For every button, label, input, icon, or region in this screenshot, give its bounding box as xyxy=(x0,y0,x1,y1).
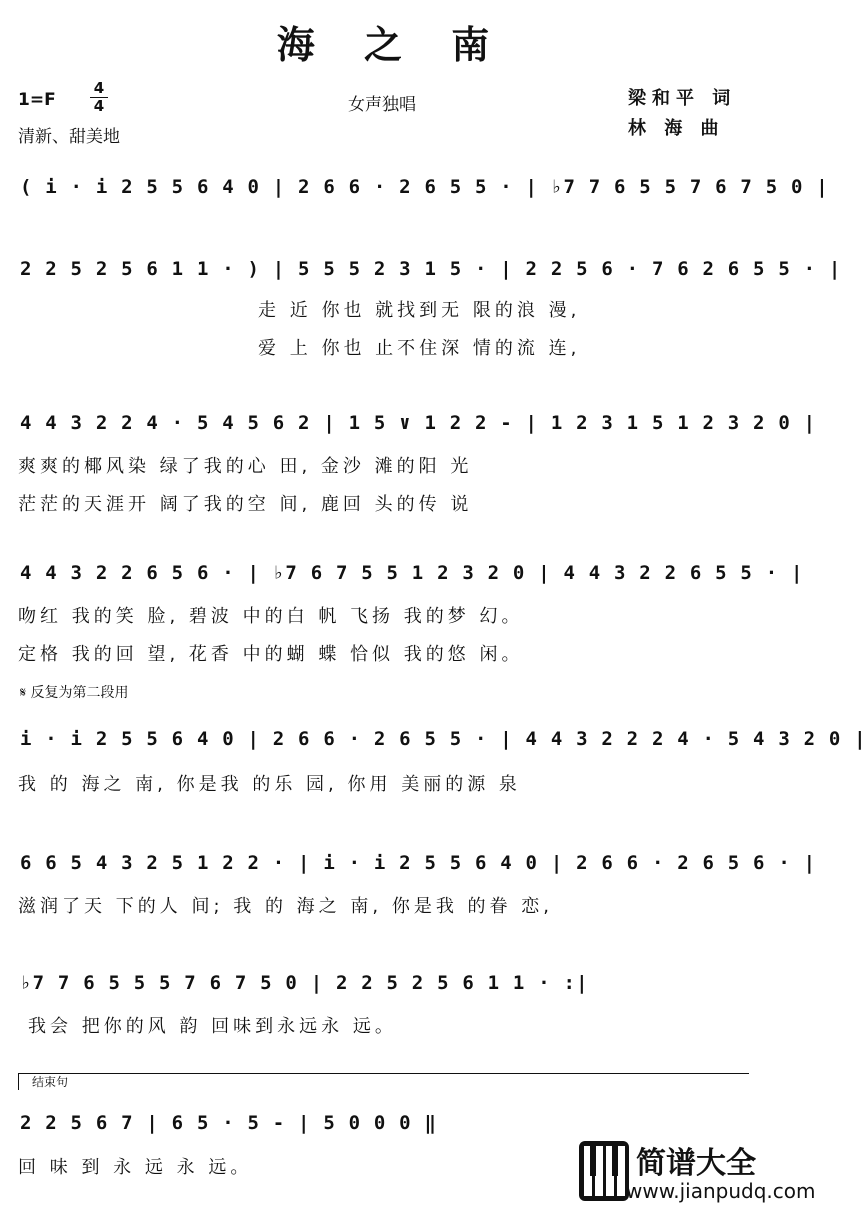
time-signature xyxy=(90,80,108,115)
lyric-row-4-verse-1: 吻红 我的笑 脸, 碧波 中的白 帆 飞扬 我的梦 幻。 xyxy=(18,606,524,627)
lyric-row-8: 回 味 到 永 远 永 远。 xyxy=(18,1157,253,1178)
watermark-name: 简谱大全 xyxy=(636,1146,756,1181)
watermark-url: www.jianpudq.com xyxy=(626,1179,816,1203)
segno-instruction: 𝄋 反复为第二段用 xyxy=(20,685,129,701)
meter-bottom: 4 xyxy=(93,97,105,115)
tempo-marking: 清新、甜美地 xyxy=(18,127,120,147)
ending-label: 结束句 xyxy=(32,1075,69,1089)
lyric-row-5: 我 的 海之 南, 你是我 的乐 园, 你用 美丽的源 泉 xyxy=(18,774,521,795)
notation-row-4: 4 4 3 2 2 6 5 6 · | ♭7 6 7 5 5 1 2 3 2 0 | 4 4 3 2 2 6 5 5 · | xyxy=(20,562,804,584)
notation-row-5: i · i 2 5 5 6 4 0 | 2 6 6 · 2 6 5 5 · | 4 4 3 2 2 2 4 · 5 4 3 2 0 | xyxy=(20,728,867,750)
notation-row-1: ( i · i 2 5 5 6 4 0 | 2 6 6 · 2 6 5 5 · | ♭7 7 6 5 5 7 6 7 5 0 | xyxy=(20,176,829,198)
lyric-row-6: 滋润了天 下的人 间; 我 的 海之 南, 你是我 的眷 恋, xyxy=(18,896,554,917)
notation-row-2: 2 2 5 2 5 6 1 1 · ) | 5 5 5 2 3 1 5 · | 2 2 5 6 · 7 6 2 6 5 5 · | xyxy=(20,258,842,280)
lyric-row-3-verse-1: 爽爽的椰风染 绿了我的心 田, 金沙 滩的阳 光 xyxy=(18,456,473,477)
performance-note: 女声独唱 xyxy=(348,95,416,115)
song-title: 海 之 南 xyxy=(276,23,508,67)
lyric-row-3-verse-2: 茫茫的天涯开 阔了我的空 间, 鹿回 头的传 说 xyxy=(18,494,473,515)
key-signature: 1=F xyxy=(18,90,56,110)
piano-keys-icon xyxy=(578,1140,630,1202)
notation-row-6: 6 6 5 4 3 2 5 1 2 2 · | i · i 2 5 5 6 4 0 | 2 6 6 · 2 6 5 6 · | xyxy=(20,852,817,874)
meter-top: 4 xyxy=(93,79,105,97)
lyric-row-2-verse-1: 走 近 你也 就找到无 限的浪 漫, xyxy=(258,300,581,321)
ending-bracket xyxy=(18,1073,749,1090)
notation-row-3: 4 4 3 2 2 4 · 5 4 5 6 2 | 1 5 ∨ 1 2 2 - | 1 2 3 1 5 1 2 3 2 0 | xyxy=(20,412,817,434)
notation-row-8: 2 2 5 6 7 | 6 5 · 5 - | 5 0 0 0 ‖ xyxy=(20,1112,438,1134)
lyric-row-2-verse-2: 爱 上 你也 止不住深 情的流 连, xyxy=(258,338,581,359)
lyric-row-7: 我会 把你的风 韵 回味到永远永 远。 xyxy=(28,1016,397,1037)
watermark-logo xyxy=(578,1138,816,1207)
lyric-row-4-verse-2: 定格 我的回 望, 花香 中的蝴 蝶 恰似 我的悠 闲。 xyxy=(18,644,524,665)
notation-row-7: ♭7 7 6 5 5 5 7 6 7 5 0 | 2 2 5 2 5 6 1 1 · :| xyxy=(20,972,589,994)
lyricist-credit: 梁和平 词 xyxy=(628,88,737,109)
composer-credit: 林 海 曲 xyxy=(628,118,725,139)
